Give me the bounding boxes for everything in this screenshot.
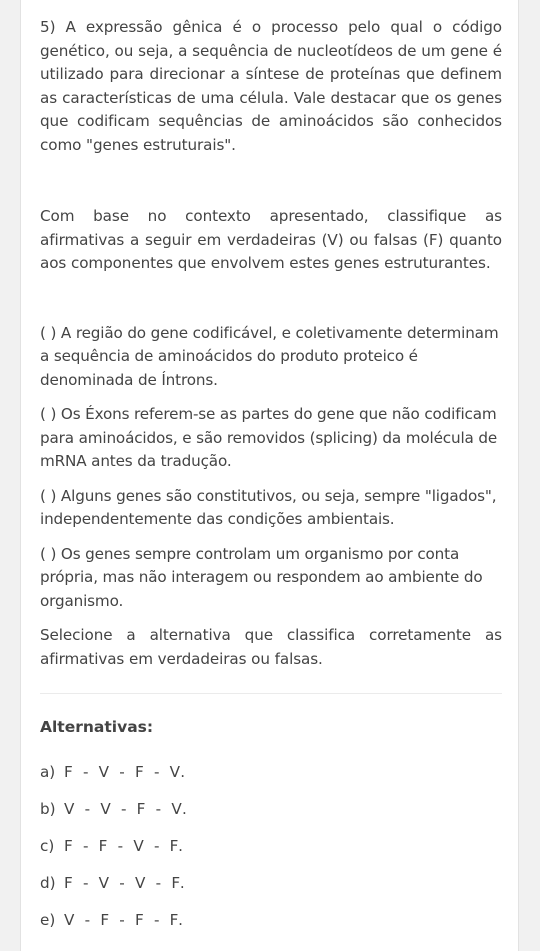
statement-item-3: ( ) Alguns genes são constitutivos, ou seja, sempre "ligados", independentemente das condições ambientais. [40, 486, 497, 528]
alternative-e[interactable] [40, 908, 502, 945]
question-card [20, 0, 519, 951]
alternative-text: F - V - V - F. [64, 874, 187, 892]
question-prompt: Selecione a alternativa que classifica corretamente as afirmativas em verdadeiras ou falsas. [40, 626, 502, 668]
alternative-a[interactable] [40, 760, 502, 797]
alternative-text: F - V - F - V. [64, 763, 188, 781]
alternative-d[interactable] [40, 871, 502, 908]
question-body [40, 16, 502, 671]
alternative-text: V - F - F - F. [64, 911, 186, 929]
statement-item-1: ( ) A região do gene codificável, e coletivamente determinam a sequência de aminoácidos do produto proteico é denominada de Íntrons. [40, 323, 499, 389]
statement-item-4: ( ) Os genes sempre controlam um organismo por conta própria, mas não interagem ou respondem ao ambiente do organismo. [40, 544, 483, 610]
alternative-letter: d) [40, 874, 56, 892]
alternative-letter: a) [40, 763, 56, 781]
section-divider [40, 693, 502, 694]
alternative-letter: b) [40, 800, 56, 818]
alternatives-title: Alternativas: [40, 718, 154, 736]
alternative-text: V - V - F - V. [64, 800, 189, 818]
alternative-text: F - F - V - F. [64, 837, 186, 855]
alternative-c[interactable] [40, 834, 502, 871]
statement-item-2: ( ) Os Éxons referem-se as partes do gene que não codificam para aminoácidos, e são removidos (splicing) da molécula de mRNA antes da tradução. [40, 405, 498, 470]
alternative-b[interactable] [40, 797, 502, 834]
question-instruction: Com base no contexto apresentado, classifique as afirmativas a seguir em verdadeiras (V) ou falsas (F) quanto aos componentes que envolvem estes genes estruturantes. [40, 207, 502, 272]
alternative-letter: e) [40, 911, 56, 929]
alternative-letter: c) [40, 837, 55, 855]
statement-list [40, 322, 502, 614]
alternatives-list [40, 760, 502, 945]
question-context: 5) A expressão gênica é o processo pelo qual o código genético, ou seja, a sequência de nucleotídeos de um gene é utilizado para direcionar a síntese de proteínas que definem as características de uma célula. Vale destacar que os genes que codificam sequências de aminoácidos são conhecidos como "genes estruturais". [40, 18, 502, 154]
